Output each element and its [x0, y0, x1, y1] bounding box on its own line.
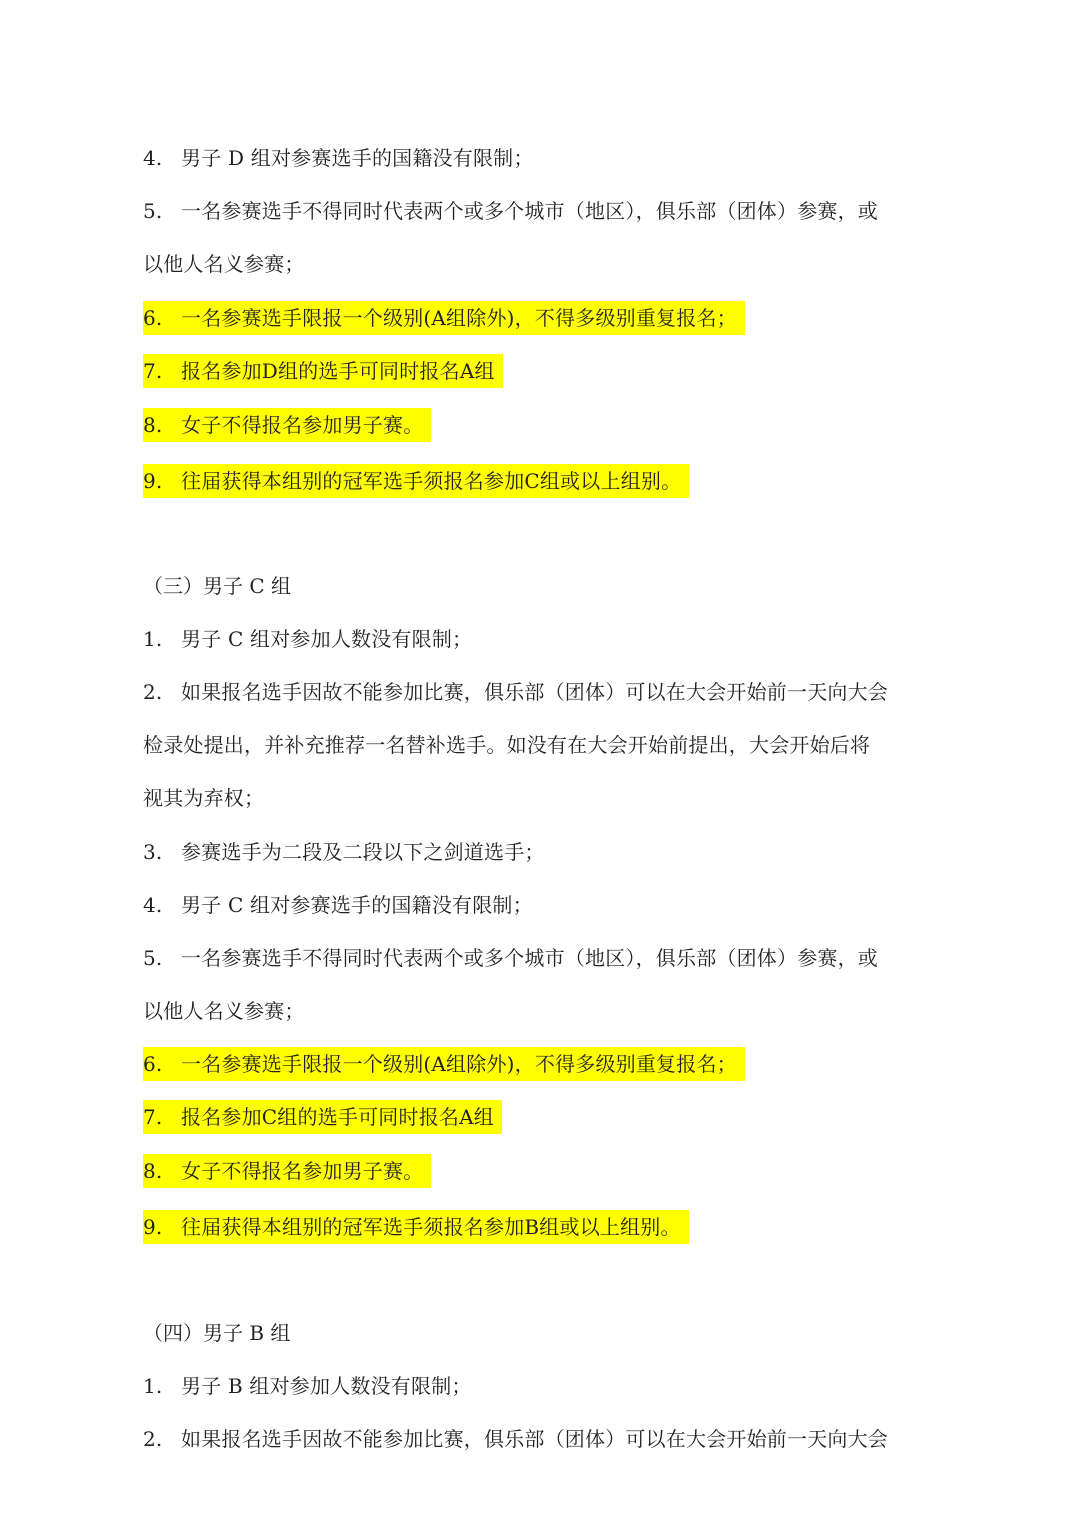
item-number: 8.: [143, 413, 163, 437]
item-text: 一名参赛选手限报一个级别(A组除外)，不得多级别重复报名；: [181, 1052, 737, 1076]
rule-item-c-6: [143, 1047, 745, 1081]
item-number: 5.: [143, 199, 163, 223]
item-text: 女子不得报名参加男子赛。: [181, 1159, 424, 1183]
item-text: 一名参赛选手不得同时代表两个或多个城市（地区），俱乐部（团体）参赛，或: [181, 199, 878, 223]
rule-item-c-5: [143, 941, 878, 975]
rule-item-d-8: [143, 408, 431, 442]
item-text: 男子 C 组对参赛选手的国籍没有限制；: [181, 893, 533, 917]
item-text: 往届获得本组别的冠军选手须报名参加C组或以上组别。: [181, 469, 682, 493]
rule-item-c-2-cont-1: [143, 728, 870, 762]
item-number: 7.: [143, 359, 163, 383]
item-text: 参赛选手为二段及二段以下之剑道选手；: [181, 840, 545, 864]
rule-item-d-5: [143, 194, 878, 228]
rule-item-b-2: [143, 1422, 888, 1456]
item-text: 如果报名选手因故不能参加比赛，俱乐部（团体）可以在大会开始前一天向大会: [181, 1427, 888, 1451]
item-text: 检录处提出，并补充推荐一名替补选手。如没有在大会开始前提出，大会开始后将: [143, 733, 871, 757]
item-text: 一名参赛选手不得同时代表两个或多个城市（地区），俱乐部（团体）参赛，或: [181, 946, 878, 970]
item-number: 1.: [143, 627, 163, 651]
rule-item-c-2-cont-2: [143, 781, 264, 815]
item-text: 以他人名义参赛；: [143, 999, 305, 1023]
item-text: 男子 B 组对参加人数没有限制；: [181, 1374, 472, 1398]
item-text: 男子 C 组对参加人数没有限制；: [181, 627, 473, 651]
rule-item-d-9: [143, 464, 689, 498]
item-number: 8.: [143, 1159, 163, 1183]
item-number: 3.: [143, 840, 163, 864]
rule-item-c-8: [143, 1154, 431, 1188]
item-number: 2.: [143, 1427, 163, 1451]
item-number: 6.: [143, 1052, 163, 1076]
rule-item-b-1: [143, 1369, 472, 1403]
rule-item-c-2: [143, 675, 888, 709]
item-text: 女子不得报名参加男子赛。: [181, 413, 424, 437]
rule-item-d-6: [143, 301, 745, 335]
rule-item-c-7: [143, 1100, 502, 1134]
item-text: 报名参加D组的选手可同时报名A组: [181, 359, 495, 383]
item-number: 1.: [143, 1374, 163, 1398]
item-number: 4.: [143, 146, 163, 170]
item-text: 男子 D 组对参赛选手的国籍没有限制；: [181, 146, 534, 170]
rule-item-c-4: [143, 888, 533, 922]
rule-item-d-5-cont: [143, 247, 305, 281]
rule-item-d-7: [143, 354, 503, 388]
item-text: 如果报名选手因故不能参加比赛，俱乐部（团体）可以在大会开始前一天向大会: [181, 680, 888, 704]
item-text: 往届获得本组别的冠军选手须报名参加B组或以上组别。: [181, 1215, 681, 1239]
item-number: 4.: [143, 893, 163, 917]
item-text: 以他人名义参赛；: [143, 252, 305, 276]
section-heading-c: （三）男子 C 组: [143, 574, 292, 598]
rule-item-c-1: [143, 622, 472, 656]
rule-item-d-4: [143, 141, 534, 175]
item-number: 5.: [143, 946, 163, 970]
item-number: 7.: [143, 1105, 163, 1129]
rule-item-c-3: [143, 835, 545, 869]
section-heading-b: （四）男子 B 组: [143, 1321, 291, 1345]
item-number: 2.: [143, 680, 163, 704]
item-number: 9.: [143, 469, 163, 493]
item-number: 9.: [143, 1215, 163, 1239]
item-text: 视其为弃权；: [143, 786, 265, 810]
item-text: 一名参赛选手限报一个级别(A组除外)，不得多级别重复报名；: [181, 306, 737, 330]
item-text: 报名参加C组的选手可同时报名A组: [181, 1105, 494, 1129]
rule-item-c-5-cont: [143, 994, 305, 1028]
rule-item-c-9: [143, 1210, 689, 1244]
item-number: 6.: [143, 306, 163, 330]
